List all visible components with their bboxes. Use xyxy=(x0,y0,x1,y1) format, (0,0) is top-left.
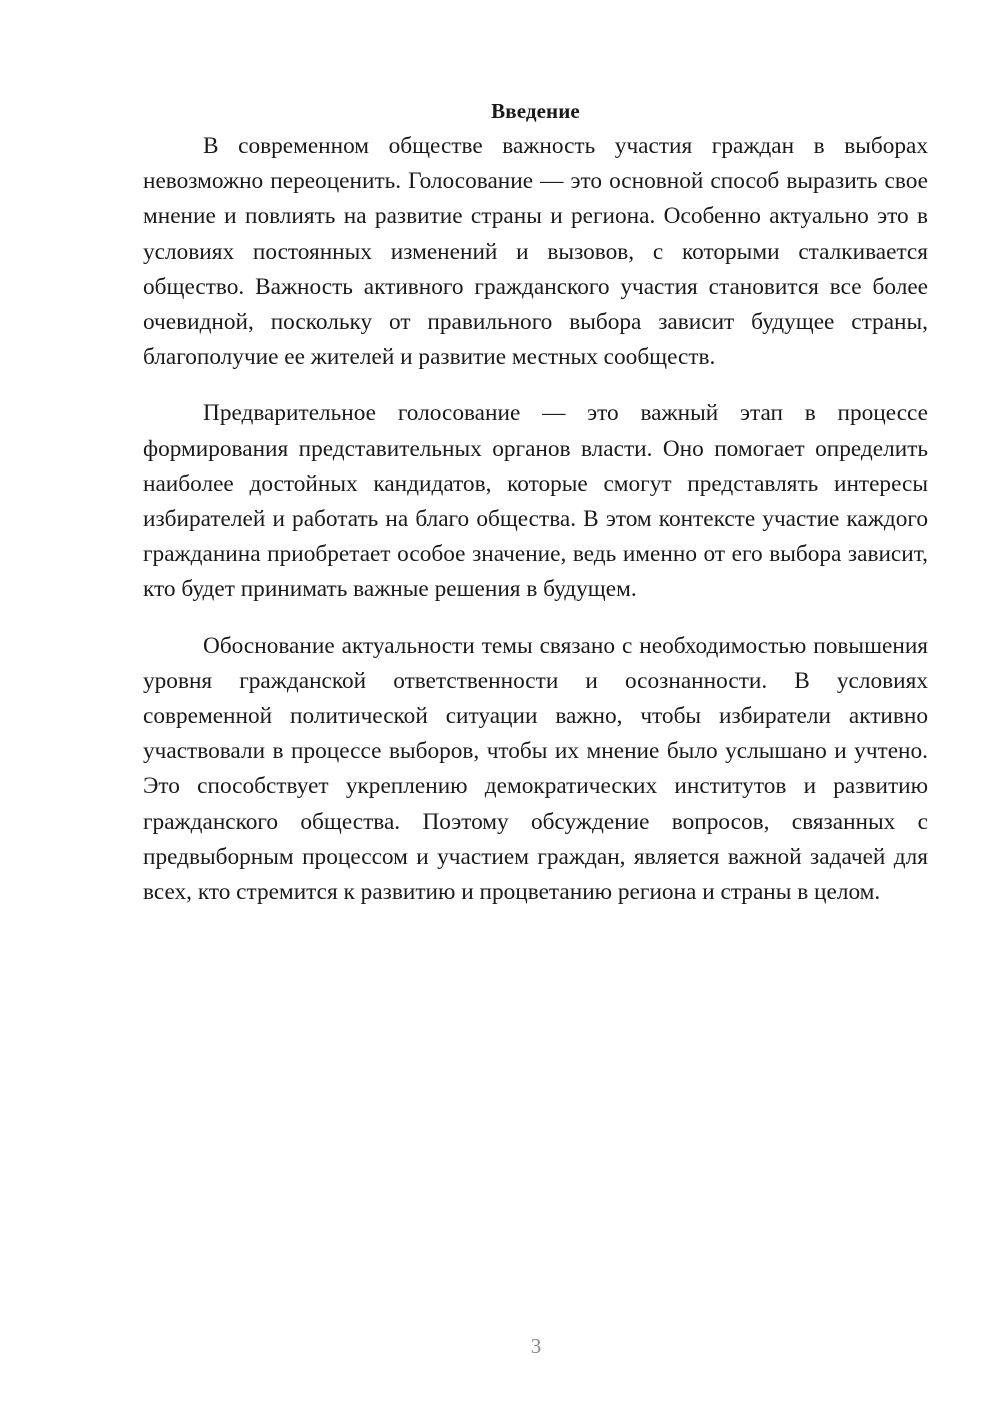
section-heading: Введение xyxy=(491,99,580,123)
paragraph-2: Предварительное голосование — это важный этап в процессе формирования представительных органов власти. Оно помогает определить наиболее достойных кандидатов, которые смогут представлять интересы избирателей и работать на благо общества. В этом контексте участие каждого гражданина приобретает особое значение, ведь именно от его выбора зависит, кто будет принимать важные решения в будущем. xyxy=(143,400,928,603)
paragraph-1: В современном обществе важность участия граждан в выборах невозможно переоценить. Голосование — это основной способ выразить свое мнение и повлиять на развитие страны и региона. Особенно актуально это в условиях постоянных изменений и вызовов, с которыми сталкивается общество. Важность активного гражданского участия становится все более очевидной, поскольку от правильного выбора зависит будущее страны, благополучие ее жителей и развитие местных сообществ. xyxy=(143,133,928,371)
page-number: 3 xyxy=(530,1334,542,1358)
paragraph-3: Обоснование актуальности темы связано с необходимостью повышения уровня гражданской ответственности и осознанности. В условиях современной политической ситуации важно, чтобы избиратели активно участвовали в процессе выборов, чтобы их мнение было услышано и учтено. Это способствует укреплению демократических институтов и развитию гражданского общества. Поэтому обсуждение вопросов, связанных с предвыборным процессом и участием граждан, является важной задачей для всех, кто стремится к развитию и процветанию региона и страны в целом. xyxy=(143,632,928,906)
page-content xyxy=(143,95,928,931)
